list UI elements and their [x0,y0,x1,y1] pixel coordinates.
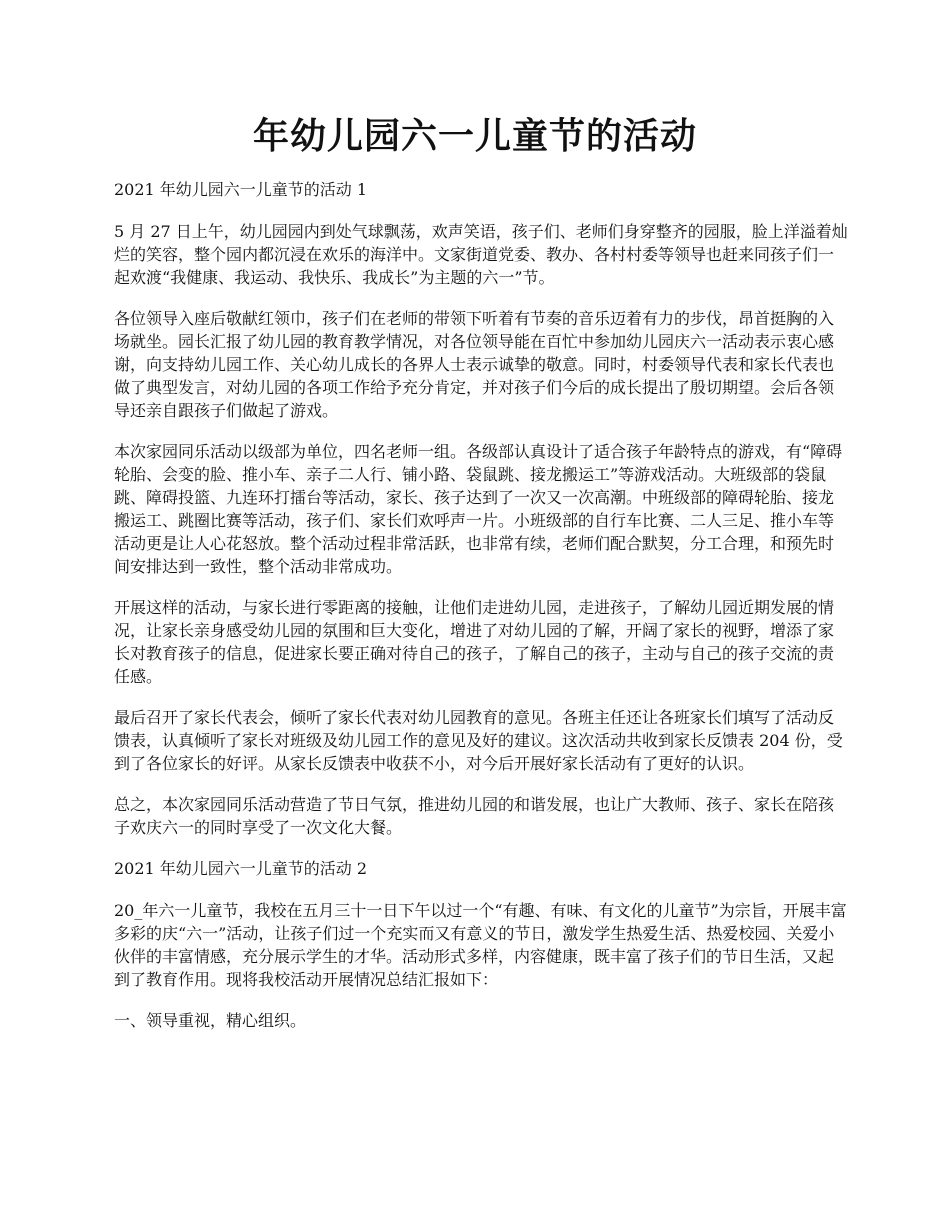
paragraph-4: 开展这样的活动，与家长进行零距离的接触，让他们走进幼儿园，走进孩子，了解幼儿园近期发展的情况，让家长亲身感受幼儿园的氛围和巨大变化，增进了对幼儿园的了解，开阔了家长的视野，增添了家长对教育孩子的信息，促进家长要正确对待自己的孩子，了解自己的孩子，主动与自己的孩子交流的责任感。 [114,598,835,686]
paragraph-3: 本次家园同乐活动以级部为单位，四名老师一组。各级部认真设计了适合孩子年龄特点的游戏，有“障碍轮胎、会变的脸、推小车、亲子二人行、铺小路、袋鼠跳、接龙搬运工”等游戏活动。大班级部的袋鼠跳、障碍投篮、九连环打擂台等活动，家长、孩子达到了一次又一次高潮。中班级部的障碍轮胎、接龙搬运工、跳圈比赛等活动，孩子们、家长们欢呼声一片。小班级部的自行车比赛、二人三足、推小车等活动更是让人心花怒放。整个活动过程非常活跃，也非常有续，老师们配合默契，分工合理，和预先时间安排达到一致性，整个活动非常成功。 [114,442,843,576]
paragraph-8: 一、领导重视，精心组织。 [114,1011,307,1030]
section-heading-2: 2021 年幼儿园六一儿童节的活动 2 [114,859,368,878]
paragraph-1: 5 月 27 日上午，幼儿园园内到处气球飘荡，欢声笑语，孩子们、老师们身穿整齐的园服，脸上洋溢着灿烂的笑容，整个园内都沉浸在欢乐的海洋中。文家街道党委、教办、各村村委等领导也赶来同孩子们一起欢渡“我健康、我运动、我快乐、我成长”为主题的六一”节。 [114,222,848,287]
paragraph-5: 最后召开了家长代表会，倾听了家长代表对幼儿园教育的意见。各班主任还让各班家长们填写了活动反馈表，认真倾听了家长对班级及幼儿园工作的意见及好的建议。这次活动共收到家长反馈表 204 份，受到了各位家长的好评。从家长反馈表中收获不小，对今后开展好家长活动有了更好的认识。 [114,708,843,773]
document-title: 年幼儿园六一儿童节的活动 [252,115,697,157]
paragraph-7: 20_年六一儿童节，我校在五月三十一日下午以过一个“有趣、有味、有文化的儿童节”为宗旨，开展丰富多彩的庆“六一”活动，让孩子们过一个充实而又有意义的节日，激发学生热爱生活、热爱校园、关爱小伙伴的丰富情感，充分展示学生的才华。活动形式多样，内容健康，既丰富了孩子们的节日生活，又起到了教育作用。现将我校活动开展情况总结汇报如下： [114,901,847,989]
paragraph-2: 各位领导入座后敬献红领巾，孩子们在老师的带领下听着有节奏的音乐迈着有力的步伐，昂首挺胸的入场就坐。园长汇报了幼儿园的教育教学情况，对各位领导能在百忙中参加幼儿园庆六一活动表示衷心感谢，向支持幼儿园工作、关心幼儿成长的各界人士表示诚挚的敬意。同时，村委领导代表和家长代表也做了典型发言，对幼儿园的各项工作给予充分肯定，并对孩子们今后的成长提出了殷切期望。会后各领导还亲自跟孩子们做起了游戏。 [114,309,835,420]
section-heading-1: 2021 年幼儿园六一儿童节的活动 1 [114,180,368,199]
document-body [114,178,849,1050]
paragraph-6: 总之，本次家园同乐活动营造了节日气氛，推进幼儿园的和谐发展，也让广大教师、孩子、家长在陪孩子欢庆六一的同时享受了一次文化大餐。 [114,795,835,837]
